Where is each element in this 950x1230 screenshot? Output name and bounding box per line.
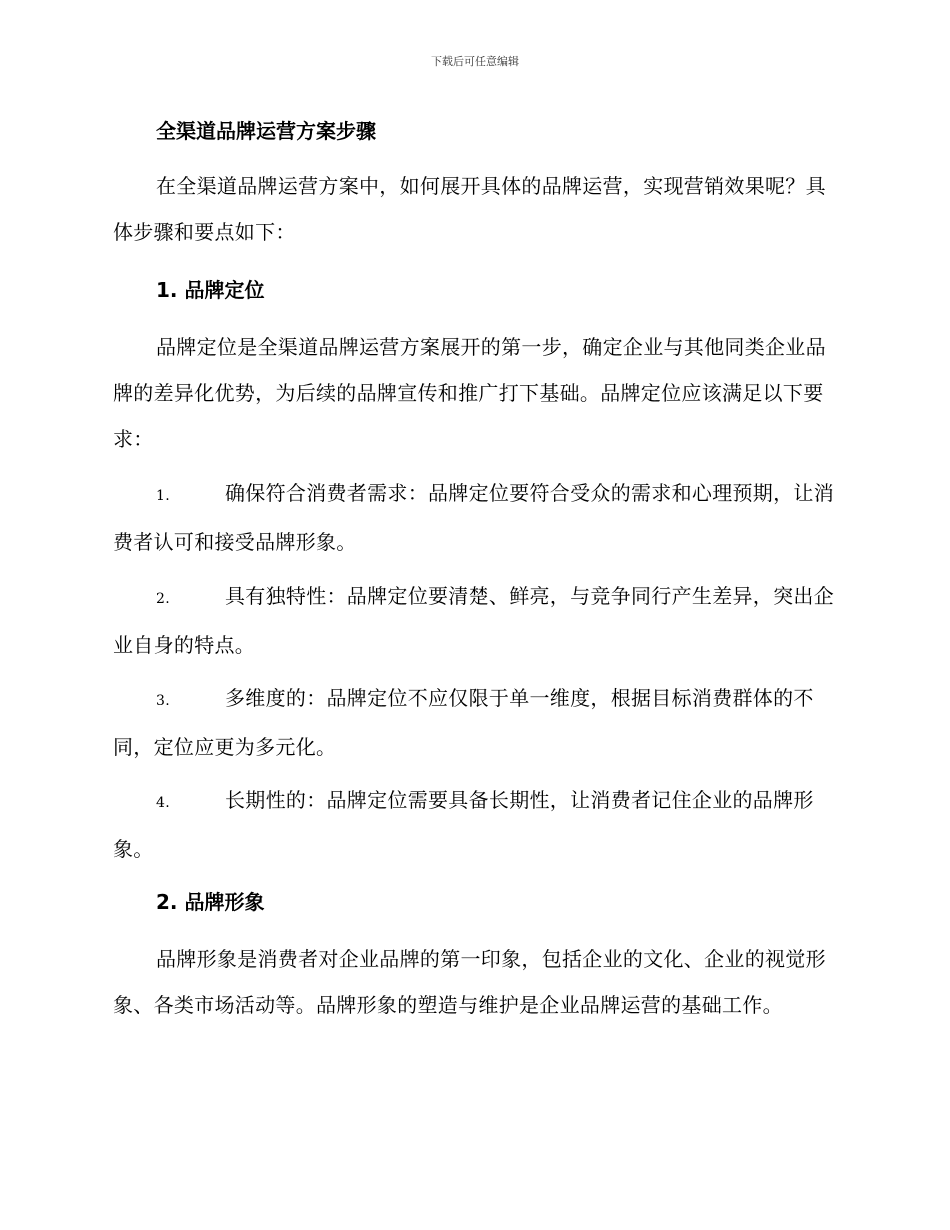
- list-item-text: 多维度的：品牌定位不应仅限于单一维度，根据目标消费群体的不同，定位应更为多元化。: [113, 686, 814, 759]
- list-item-number: 1.: [156, 488, 170, 504]
- list-item-text: 长期性的：品牌定位需要具备长期性，让消费者记住企业的品牌形象。: [113, 788, 814, 861]
- section-body-brand-positioning: 品牌定位是全渠道品牌运营方案展开的第一步，确定企业与其他同类企业品牌的差异化优势，为后续的品牌宣传和推广打下基础。品牌定位应该满足以下要求：: [113, 335, 826, 451]
- list-item: [113, 777, 835, 872]
- list-item: [113, 675, 835, 770]
- list-item-number: 2.: [156, 591, 170, 607]
- section-body-brand-image: 品牌形象是消费者对企业品牌的第一印象，包括企业的文化、企业的视觉形象、各类市场活动等。品牌形象的塑造与维护是企业品牌运营的基础工作。: [113, 947, 826, 1017]
- intro-paragraph: 在全渠道品牌运营方案中，如何展开具体的品牌运营，实现营销效果呢？具体步骤和要点如下：: [113, 174, 826, 244]
- list-item: [113, 470, 835, 565]
- list-item-number: 4.: [156, 795, 170, 811]
- section-heading-brand-image: 2. 品牌形象: [156, 890, 265, 914]
- header-note: 下载后可任意编辑: [431, 55, 519, 68]
- section-heading-brand-positioning: 1. 品牌定位: [156, 278, 265, 302]
- list-item-text: 确保符合消费者需求：品牌定位要符合受众的需求和心理预期，让消费者认可和接受品牌形象。: [113, 481, 834, 554]
- document-title: 全渠道品牌运营方案步骤: [156, 119, 376, 143]
- list-item-text: 具有独特性：品牌定位要清楚、鲜亮，与竞争同行产生差异，突出企业自身的特点。: [113, 584, 834, 657]
- list-item-number: 3.: [156, 693, 170, 709]
- list-item: [113, 573, 835, 668]
